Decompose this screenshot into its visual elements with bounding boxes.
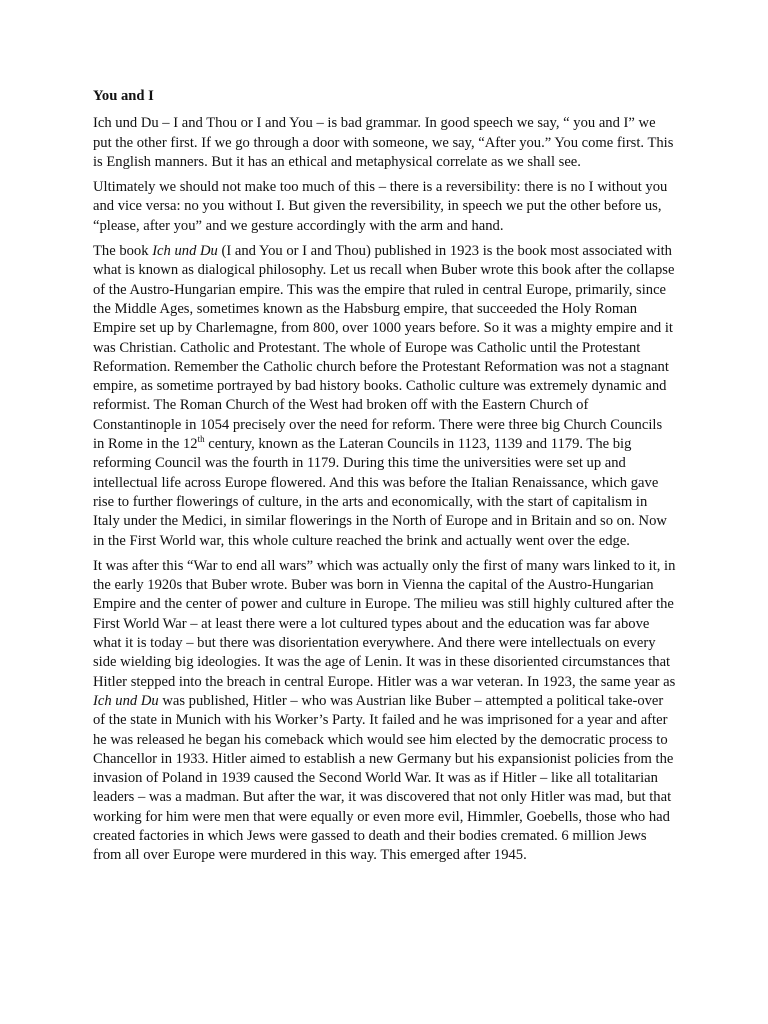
document-page <box>93 87 677 872</box>
paragraph-4 <box>93 557 677 866</box>
paragraph-4-text-a: It was after this “War to end all wars” which was actually only the first of many wars linked to it, in the early 1920s that Buber wrote. Buber was born in Vienna the capital of the Austro-Hungarian Empire and the center of power and culture in Europe. The milieu was still highly cultured after the First World War – at least there were a lot cultured types about and the education was far above what it is today – but there was disorientation everywhere. And there were intellectuals on every side wielding big ideologies. It was the age of Lenin. It was in these disoriented circumstances that Hitler stepped into the breach in central Europe. Hitler was a war veteran. In 1923, the same year as <box>93 557 676 690</box>
book-title-italic-2: Ich und Du <box>93 692 159 709</box>
paragraph-3 <box>93 242 677 551</box>
paragraph-3-text-a: The book <box>93 243 153 260</box>
paragraph-4-text-b: was published, Hitler – who was Austrian like Buber – attempted a political take-over of the state in Munich with his Worker’s Party. It failed and he was imprisoned for a year and after he was released he began his comeback which would see him elected by the democratic process to Chancellor in 1933. Hitler aimed to establish a new Germany but his expansionist policies from the invasion of Poland in 1939 caused the Second World War. It was as if Hitler – like all totalitarian leaders – was a madman. But after the war, it was discovered that not only Hitler was mad, but that working for him were men that were equally or even more evil, Himmler, Goebells, those who had created factories in which Jews were gassed to death and their bodies cremated. 6 million Jews from all over Europe were murdered in this way. This emerged after 1945. <box>93 692 674 864</box>
book-title-italic: Ich und Du <box>152 243 218 260</box>
paragraph-3-text-b: (I and You or I and Thou) published in 1923 is the book most associated with what is known as dialogical philosophy. Let us recall when Buber wrote this book after the collapse of the Austro-Hungarian empire. This was the empire that ruled in central Europe, primarily, since the Middle Ages, sometimes known as the Habsburg empire, that succeeded the Holy Roman Empire set up by Charlemagne, from 800, over 1000 years before. So it was a mighty empire and it was Christian. Catholic and Protestant. The whole of Europe was Catholic until the Protestant Reformation. Remember the Catholic church before the Protestant Reformation was not a stagnant empire, as sometime portrayed by bad history books. Catholic culture was extremely dynamic and reformist. The Roman Church of the West had broken off with the Eastern Church of Constantinople in 1054 precisely over the need for reform. There were three big Church Councils in Rome in the 12 <box>93 243 675 453</box>
paragraph-1: Ich und Du – I and Thou or I and You – is bad grammar. In good speech we say, “ you and I” we put the other first. If we go through a door with someone, we say, “After you.” You come first. This is English manners. But it has an ethical and metaphysical correlate as we shall see. <box>93 115 674 170</box>
paragraph-2: Ultimately we should not make too much of this – there is a reversibility: there is no I without you and vice versa: no you without I. But given the reversibility, in speech we put the other before us, “please, after you” and we gesture accordingly with the arm and hand. <box>93 179 668 234</box>
ordinal-superscript: th <box>197 434 205 445</box>
document-title: You and I <box>93 88 154 104</box>
paragraph-3-text-c: century, known as the Lateran Councils in 1123, 1139 and 1179. The big reforming Council was the fourth in 1179. During this time the universities were set up and intellectual life across Europe flowered. And this was before the Italian Renaissance, which gave rise to further flowerings of culture, in the arts and economically, with the start of capitalism in Italy under the Medici, in similar flowerings in the North of Europe and in Britain and so on. Now in the First World war, this whole culture reached the brink and actually went over the edge. <box>93 436 667 549</box>
